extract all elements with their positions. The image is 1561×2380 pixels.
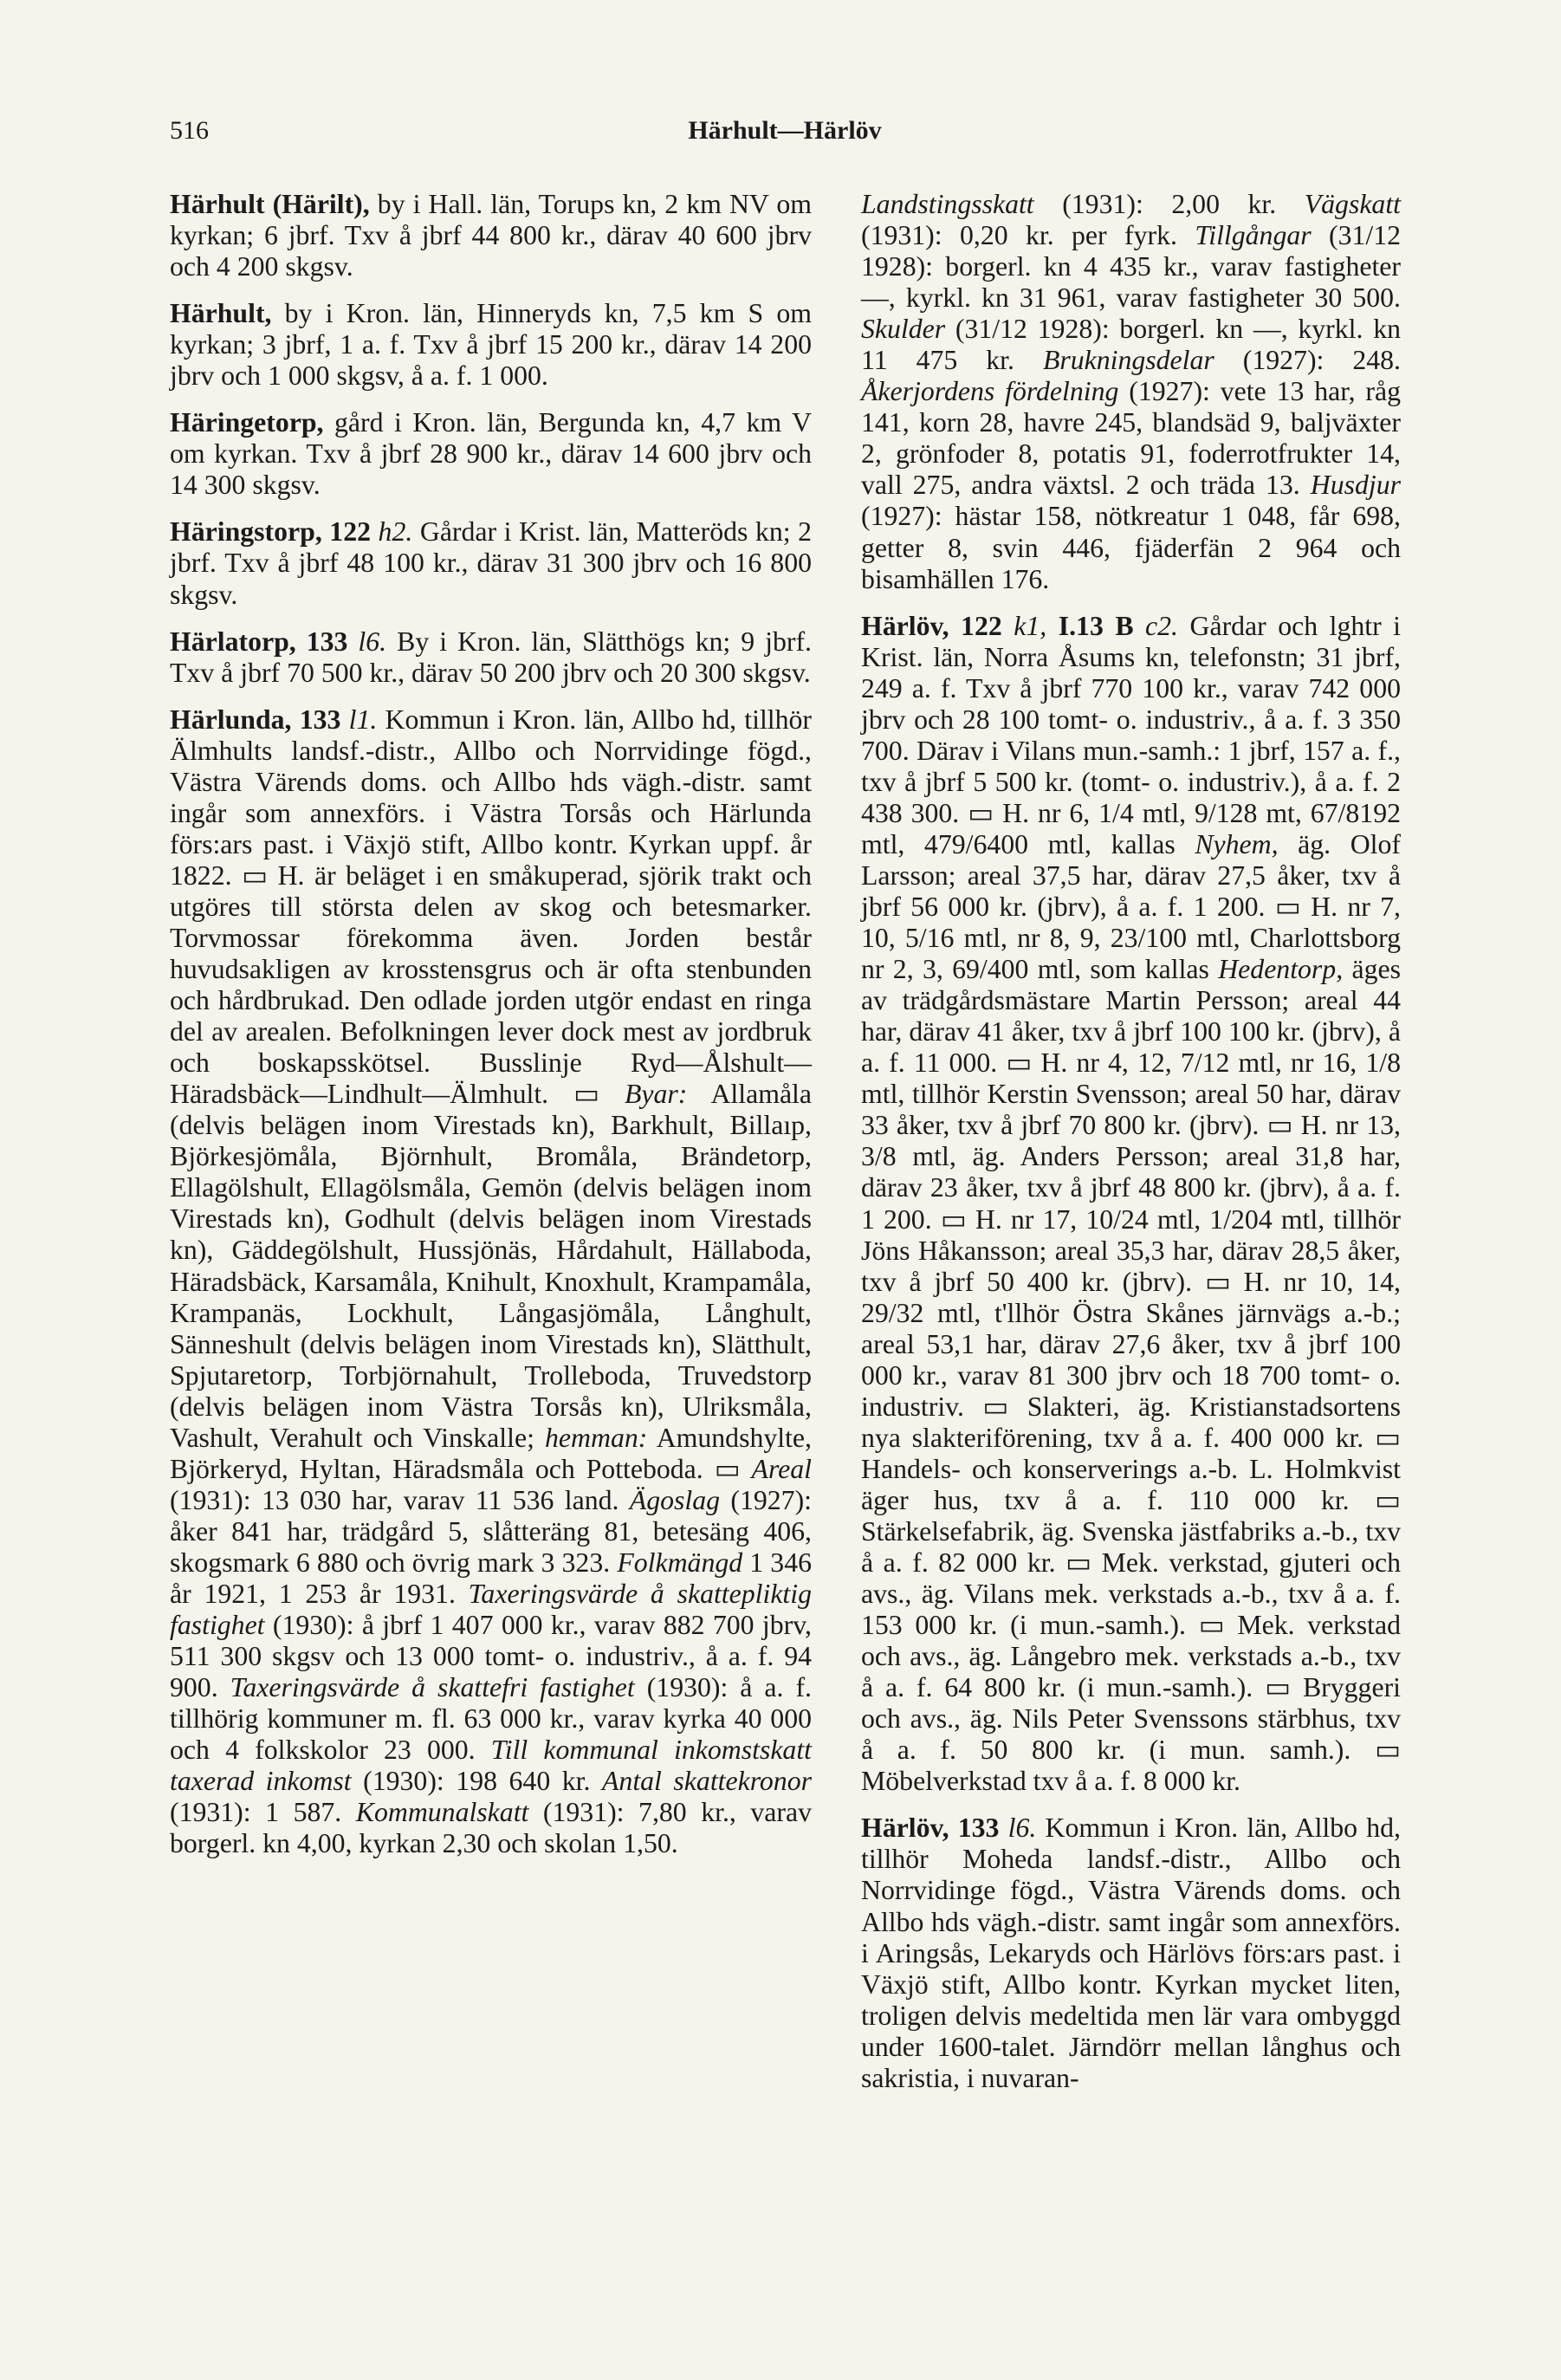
entry-text: Taxeringsvärde å skattepliktig fastighet (170, 1578, 812, 1641)
entry-headword: Härhult (Härilt), (170, 189, 370, 219)
entry-text: Vägskatt (1304, 189, 1401, 219)
entry-text: Husdjur (1310, 470, 1401, 501)
entry-text: c2. (1133, 610, 1178, 641)
entry-text: Brukningsdelar (1042, 345, 1214, 376)
entry-text: Gårdar och lghtr i Krist. län, Norra Åsums kn, telefonstn; 31 jbrf, 249 a. f. Txv å jbrf 770 100 kr., varav 742 000 jbrv och 28 100 tomt- o. industriv., å a. f. 3 350 700. Därav i Vilans mun.-samh.: 1 jbrf, 157 a. f., txv å jbrf 5 500 kr. (tomt- o. industriv.), å a. f. 2 438 300. ▭ H. nr 6, 1/4 mtl, 9/128 mt, 67/8192 mtl, 479/6400 mtl, kallas (861, 610, 1402, 859)
entry-text: Kommunalskatt (355, 1797, 529, 1828)
entry-text: By i Kron. län, Slätthögs kn; 9 jbrf. Txv å jbrf 70 500 kr., därav 50 200 jbrv och 20 300 skgsv. (170, 626, 812, 688)
right-column (861, 189, 1401, 2110)
entry-text: hemman: (545, 1422, 648, 1453)
entry-text: by i Hall. län, Torups kn, 2 km NV om kyrkan; 6 jbrf. Txv å jbrf 44 800 kr., därav 40 600 jbrv och 4 200 skgsv. (170, 189, 812, 282)
entry-text: Till kommunal inkomstskatt taxerad inkomst (170, 1735, 812, 1797)
entry-headword: Härlatorp, 133 (170, 626, 348, 657)
entry-text: (1927): hästar 158, nötkreatur 1 048, får 698, getter 8, svin 446, fjäderfän 2 964 och bisamhällen 176. (861, 501, 1401, 594)
entry-text: (1927): åker 841 har, trädgård 5, slåtteräng 81, betesäng 406, skogsmark 6 880 och övrig mark 3 323. (170, 1484, 812, 1578)
entry-text: (1931): 2,00 kr. (1033, 189, 1305, 219)
entry-text: by i Kron. län, Hinneryds kn, 7,5 km S om kyrkan; 3 jbrf, 1 a. f. Txv å jbrf 15 200 kr., därav 14 200 jbrv och 1 000 skgsv, å a. f. 1 000. (170, 298, 812, 392)
entry-text: Ägoslag (629, 1484, 721, 1515)
dictionary-entry (170, 626, 812, 689)
entry-text: (31/12 1928): borgerl. kn —, kyrkl. kn 11 475 kr. (861, 314, 1401, 376)
entry-headword: Härlöv, 122 (861, 610, 1002, 641)
entry-text: l6. (999, 1813, 1037, 1844)
dictionary-entry (170, 298, 812, 392)
entry-text: Landstingsskatt (861, 189, 1034, 219)
entry-text: l1. (340, 704, 378, 735)
dictionary-entry (861, 1813, 1401, 2093)
left-column (170, 189, 812, 1875)
entry-text: Tillgångar (1195, 220, 1312, 251)
dictionary-entry (170, 704, 812, 1860)
page-header (170, 116, 1400, 159)
entry-text: (1930): 198 640 kr. (351, 1766, 602, 1797)
entry-headword: Häringetorp, (170, 407, 324, 438)
page-number: 516 (170, 116, 209, 145)
entry-text: (1927): 248. (1214, 345, 1401, 376)
dictionary-entry (861, 611, 1401, 1798)
entry-headword: Härhult, (170, 298, 272, 329)
dictionary-entry (170, 189, 812, 282)
entry-text: Taxeringsvärde å skattefri fastighet (230, 1672, 635, 1703)
entry-text: Nyhem, (1195, 828, 1279, 859)
entry-text: (1927): vete 13 har, råg 141, korn 28, havre 245, blandsäd 9, baljväxter 2, grönfoder 8, potatis 91, foderrotfrukter 14, vall 275, andra växtsl. 2 och träda 13. (861, 376, 1401, 501)
entry-text: gård i Kron. län, Bergunda kn, 4,7 km V om kyrkan. Txv å jbrf 28 900 kr., därav 14 600 jbrv och 14 300 skgsv. (170, 407, 812, 501)
entry-text: Folkmängd (617, 1547, 743, 1578)
entry-text: Kommun i Kron. län, Allbo hd, tillhör Älmhults landsf.-distr., Allbo och Norrvidinge fögd., Västra Värends doms. och Allbo hds vägh.-distr. samt ingår som annexförs. i Västra Torsås och Härlunda förs:ars past. i Växjö stift, Allbo kontr. Kyrkan uppf. år 1822. ▭ H. är beläget i en småkuperad, sjörik trakt och utgöres till största delen av skog och betesmarker. Torvmossar förekomma även. Jorden består huvudsakligen av krosstensgrus och är ofta stenbunden och hårdbrukad. Den odlade jorden utgör endast en ringa del av arealen. Befolkningen lever dock mest av jordbruk och boskapsskötsel. Busslinje Ryd—Ålshult—Häradsbäck—Lindhult—Älmhult. ▭ (170, 704, 812, 1110)
entry-text: (1931): 1 587. (170, 1797, 356, 1828)
entry-text: Antal skattekronor (602, 1766, 812, 1797)
entry-text: äg. Olof Larsson; areal 37,5 har, därav 27,5 åker, txv å jbrf 56 000 kr. (jbrv), å a. f. 1 200. ▭ H. nr 7, 10, 5/16 mtl, nr 8, 9, 23/100 mtl, Charlottsborg nr 2, 3, 69/400 mtl, som kallas (861, 828, 1401, 985)
entry-headword: Härlöv, 133 (861, 1813, 1000, 1844)
entry-text: (31/12 1928): borgerl. kn 4 435 kr., varav fastigheter —, kyrkl. kn 31 961, varav fastigheter 30 500. (861, 220, 1402, 314)
entry-text: (1930): å a. f. tillhörig kommuner m. fl. 63 000 kr., varav kyrka 40 000 och 4 folkskolor 23 000. (170, 1672, 812, 1766)
entry-text: Kommun i Kron. län, Allbo hd, tillhör Moheda landsf.-distr., Allbo och Norrvidinge fögd., Västra Värends doms. och Allbo hds vägh.-distr. samt ingår som annexförs. i Aringsås, Lekaryds och Härlövs förs:ars past. i Växjö stift, Allbo kontr. Kyrkan mycket liten, troligen delvis medeltida men lär vara ombyggd under 1600-talet. Järndörr mellan långhus och sakristia, i nuvaran- (861, 1813, 1402, 2093)
entry-text: Hedentorp, (1218, 954, 1344, 985)
entry-text: Gårdar i Krist. län, Matteröds kn; 2 jbrf. Txv å jbrf 48 100 kr., därav 31 300 jbrv och 16 800 skgsv. (170, 516, 812, 610)
dictionary-entry (861, 189, 1401, 595)
entry-headword: Häringstorp, 122 (170, 516, 372, 548)
entry-text: Skulder (861, 314, 946, 345)
entry-text: I.13 B (1058, 610, 1134, 641)
entry-headword: Härlunda, 133 (170, 704, 341, 735)
entry-text: (1931): 0,20 kr. per fyrk. (861, 220, 1195, 251)
dictionary-entry (170, 407, 812, 501)
entry-text: 1 346 år 1921, 1 253 år 1931. (170, 1547, 812, 1609)
entry-text: Åkerjordens fördelning (861, 376, 1119, 407)
entry-text: (1931): 13 030 har, varav 11 536 land. (170, 1484, 630, 1515)
running-head: Härhult—Härlöv (688, 116, 882, 145)
entry-text: äges av trädgårdsmästare Martin Persson; areal 44 har, därav 41 åker, txv å jbrf 100 100 kr. (jbrv), å a. f. 11 000. ▭ H. nr 4, 12, 7/12 mtl, nr 16, 1/8 mtl, tillhör Kerstin Svensson; areal 50 har, därav 33 åker, txv å jbrf 70 800 kr. (jbrv). ▭ H. nr 13, 3/8 mtl, äg. Anders Persson; areal 31,8 har, därav 23 åker, txv å jbrf 48 800 kr. (jbrv), å a. f. 1 200. ▭ H. nr 17, 10/24 mtl, 1/204 mtl, tillhör Jöns Håkansson; areal 35,3 har, därav 28,5 åker, txv å jbrf 50 400 kr. (jbrv). ▭ H. nr 10, 14, 29/32 mtl, t'llhör Östra Skånes järnvägs a.-b.; areal 53,1 har, därav 27,6 åker, txv å jbrf 100 000 kr., varav 81 300 jbrv och 18 700 tomt- o. industriv. ▭ Slakteri, äg. Kristianstadsortens nya slakteriförening, txv å a. f. 400 000 kr. ▭ Handels- och konserverings a.-b. L. Holmkvist äger hus, txv å a. f. 110 000 kr. ▭ Stärkelsefabrik, äg. Svenska jästfabriks a.-b., txv å a. f. 82 000 kr. ▭ Mek. verkstad, gjuteri och avs., äg. Vilans mek. verkstads a.-b., txv å a. f. 153 000 kr. (i mun.-samh.). ▭ Mek. verkstad och avs., äg. Långebro mek. verkstads a.-b., txv å a. f. 64 800 kr. (i mun.-samh.). ▭ Bryggeri och avs., äg. Nils Peter Svenssons stärbhus, txv å a. f. 50 800 kr. (i mun. samh.). ▭ Möbelverkstad txv å a. f. 8 000 kr. (861, 954, 1401, 1797)
entry-text: (1931): 7,80 kr., varav borgerl. kn 4,00, kyrkan 2,30 och skolan 1,50. (170, 1797, 812, 1859)
entry-text: Allamåla (delvis belägen inom Virestads kn), Barkhult, Billaıp, Björkesjömåla, Björnhult, Bromåla, Brändetorp, Ellagölshult, Ellagölsmåla, Gemön (delvis belägen inom Virestads kn), Godhult (delvis belägen inom Virestads kn), Gäddegölshult, Hussjönäs, Hårdahult, Hällaboda, Häradsbäck, Karsamåla, Knihult, Knoxhult, Krampamåla, Krampanäs, Lockhult, Långasjömåla, Långhult, Sänneshult (delvis belägen inom Virestads kn), Slätthult, Spjutaretorp, Torbjörnahult, Trolleboda, Truvedstorp (delvis belägen inom Västra Torsås kn), Ulriksmåla, Vashult, Verahult och Vinskalle; (170, 1079, 813, 1453)
entry-text: l6. (347, 626, 387, 657)
entry-text: k1, (1001, 610, 1047, 641)
entry-text: Byar: (624, 1079, 688, 1110)
entry-text (1046, 611, 1059, 641)
entry-text: Amundshylte, Björkeryd, Hyltan, Häradsmåla och Potteboda. ▭ (170, 1422, 812, 1484)
entry-text: Areal (751, 1453, 812, 1484)
entry-text: h2. (371, 516, 413, 548)
dictionary-entry (170, 516, 812, 610)
entry-text: (1930): å jbrf 1 407 000 kr., varav 882 700 jbrv, 511 300 skgsv och 13 000 tomt- o. industriv., å a. f. 94 900. (170, 1610, 812, 1703)
